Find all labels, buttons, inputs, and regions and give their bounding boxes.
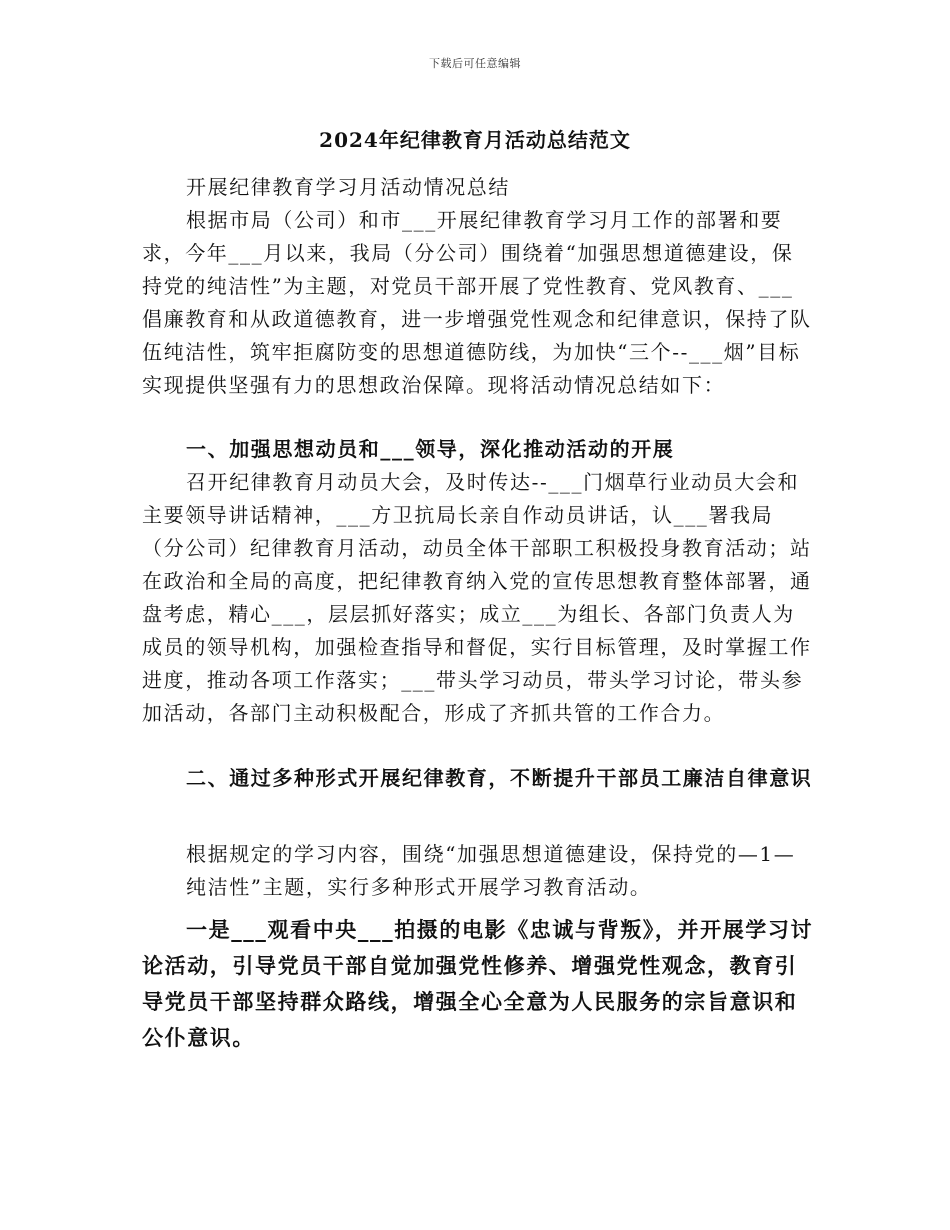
section-1-paragraph: 召开纪律教育月动员大会，及时传达--___门烟草行业动员大会和主要领导讲话精神，___方卫抗局长亲自作动员讲话，认___署我局（分公司）纪律教育月活动，动员全体干部职工积极投身教育活动；站在政治和全局的高度，把纪律教育纳入党的宣传思想教育整体部署，通盘考虑，精心___，层层抓好落实；成立___为组长、各部门负责人为成员的领导机构，加强检查指导和督促，实行目标管理，及时掌握工作进度，推动各项工作落实；___带头学习动员，带头学习讨论，带头参加活动，各部门主动积极配合，形成了齐抓共管的工作合力。: [142, 470, 812, 725]
intro-paragraph: 根据市局（公司）和市___开展纪律教育学习月工作的部署和要求，今年___月以来，我局（分公司）围绕着“加强思想道德建设，保持党的纯洁性”为主题，对党员干部开展了党性教育、党风教育、___倡廉教育和从政道德教育，进一步增强党性观念和纪律意识，保持了队伍纯洁性，筑牢拒腐防变的思想道德防线，为加快“三个--___烟”目标实现提供坚强有力的思想政治保障。现将活动情况总结如下：: [142, 208, 812, 397]
section-heading-1: 一、加强思想动员和___领导，深化推动活动的开展: [186, 437, 675, 461]
section-2-paragraph-line-1: 根据规定的学习内容，围绕“加强思想道德建设，保持党的—1—: [186, 842, 796, 866]
header-note: 下载后可任意编辑: [429, 57, 521, 70]
section-heading-2: 二、通过多种形式开展纪律教育，不断提升干部员工廉洁自律意识: [186, 766, 813, 790]
document-title: 2024年纪律教育月活动总结范文: [319, 128, 631, 152]
section-3-paragraph: 一是___观看中央___拍摄的电影《忠诚与背叛》，并开展学习讨论活动，引导党员干部自觉加强党性修养、增强党性观念，教育引导党员干部坚持群众路线，增强全心全意为人民服务的宗旨意识和公仆意识。: [142, 917, 814, 1050]
section-2-paragraph-line-2: 纯洁性”主题，实行多种形式开展学习教育活动。: [186, 875, 652, 899]
subtitle-paragraph: 开展纪律教育学习月活动情况总结: [186, 175, 510, 199]
